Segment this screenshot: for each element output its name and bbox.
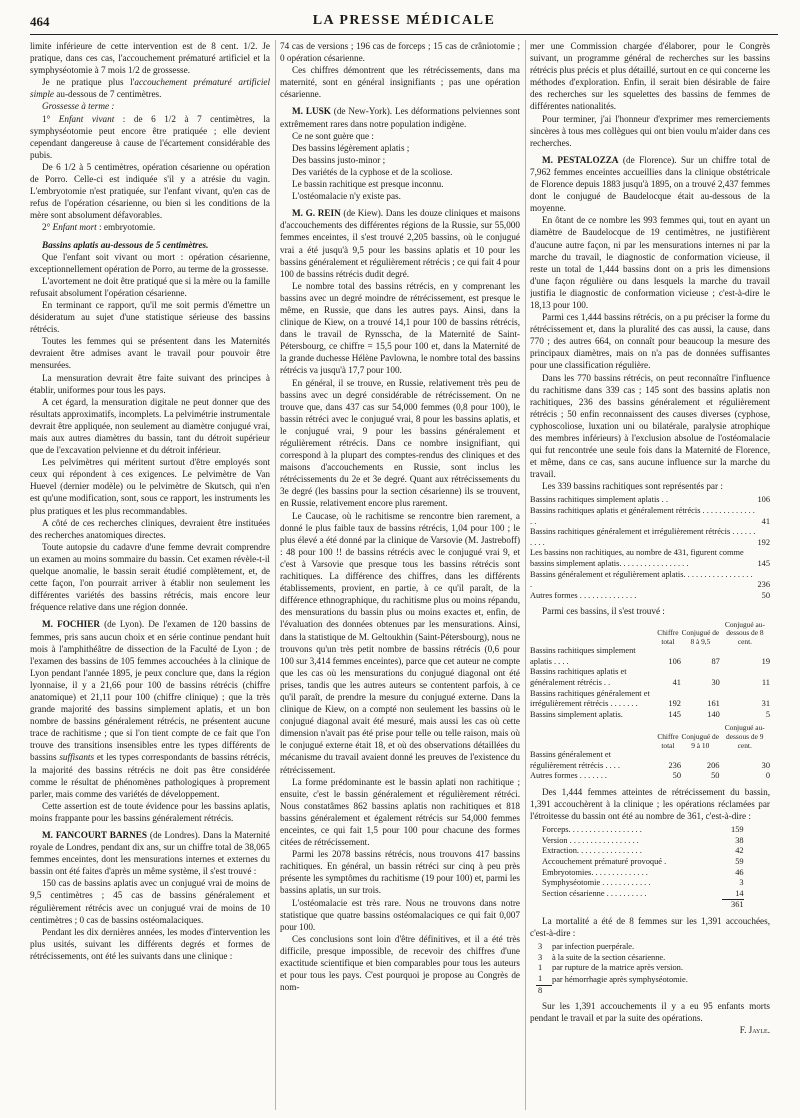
paragraph: Pendant les dix dernières années, les modes d'intervention les plus usités, suivant les différents degrés et formes de rétrécissements, ont été les suivants dans une clinique : [30,926,270,961]
table-row [530,548,770,569]
table-cell-value: 3 [739,878,744,888]
table-cell-value: 159 [731,825,744,835]
table-cell-label: Autres formes . . . . . . . . . . . . . . [530,590,637,600]
paragraph [30,221,270,233]
paragraph: La mortalité a été de 8 femmes sur les 1,391 accouchées, c'est-à-dire : [530,916,770,939]
table-row [536,974,747,985]
column-header: Chiffre total [657,628,679,646]
table-cell-value: 5 [765,709,770,719]
table-row [530,667,770,688]
table-cell-value: 106 [668,656,681,666]
table-cell-value: 42 [735,846,744,856]
table-cell-value: 46 [735,867,744,877]
paragraph: Toutes les femmes qui se présentent dans les Maternités devraient être admises avant le travail pour pouvoir être mensurées. [30,336,270,371]
table-total: 8 [538,985,543,995]
paragraph [30,618,270,799]
table-row [536,963,747,974]
table-row [536,942,747,953]
table-row [530,570,770,591]
paragraph: 74 cas de versions ; 196 cas de forceps ; 15 cas de crâniotomie ; 0 opération césarienne. [280,41,520,64]
paragraph: Ces chiffres démontrent que les rétrécissements, dans ma maternité, sont en général insignifiants ; pas une opération césarienne. [280,65,520,100]
paragraph [30,113,270,161]
author-name: M. G. REIN [292,208,341,219]
paragraph: 150 cas de bassins aplatis avec un conjugué vrai de moins de 9,5 centimètres ; 45 cas de bassins généralement et régulièrement rétrécis avec un conjugué vrai de moins de 10 centimètres ; 0 cas de bassins ostéomalaciques. [30,878,270,925]
list-item: Des bassins légèrement aplatis ; [292,142,410,153]
table-row [542,825,744,836]
table-cell-label: Les bassins non rachitiques, au nombre de 431, figurent comme bassins simplement aplatis. . . . . . . . . . . . . . . . . [530,548,744,569]
list-item: Des bassins justo-minor ; [292,154,386,165]
table-cell-label: Bassins rachitiques généralement et irrégulièrement rétrécis . . . . . . . [530,688,650,709]
table-cell-label: Version . . . . . . . . . . . . . . . . . [542,835,639,845]
paragraph: Ces conclusions sont loin d'être définitives, et il a été très difficile, presque impossible, de recevoir des chiffres d'une exactitude scientifique et bien comparables pour tous les auteurs et pour tous les pays. C'est pourquoi je propose au Congrès de nom- [280,933,520,993]
column-header: Conjugué de 8 à 9,5 [681,628,720,646]
column-header: Chiffre total [657,732,679,750]
text-run: et les types correspondants de bassins rétrécis, la majorité des bassins rétrécis ne doit pas être considérée comme le résultat de phénomènes pathologiques à proprement parler, mais comme des variétés de développement. [30,752,270,799]
column-rule [275,40,276,1110]
paragraph [530,154,770,214]
paragraph: Des 1,444 femmes atteintes de rétrécissement du bassin, 1,391 accouchèrent à la clinique ; les opérations réclamées par l'étroitesse du bassin ont été au nombre de 361, c'est-à-dire : [530,787,770,822]
column-header: Conjugué de 9 à 10 [681,732,720,750]
paragraph: mer une Commission chargée d'élaborer, pour le Congrès suivant, un programme général de recherches sur les bassins rétrécis plus précis et plus détaillé, surtout en ce qui concerne les méthodes d'exploration. Enfin, il serait bien désirable de faire des recherches sur les squelettes des bassins de femmes de différentes nationalités. [530,41,770,112]
paragraph: Pour terminer, j'ai l'honneur d'exprimer mes remerciements sincères à tous mes collègues qui ont bien voulu m'aider dans ces recherches. [530,113,770,148]
table-cell-value: 59 [735,857,744,867]
text-run: (de Lyon). De l'examen de 120 bassins de femmes, pris sans aucun choix et en série continue pendant huit mois à l'amphithéâtre de dissection de la Faculté de Lyon ; de l'examen des bassins de 105 femmes accouchées à la clinique de Lyon pendant l'année 1895, je peux conclure que, dans la région lyonnaise, il y a 21,66 pour 100 de bassins rétrécis (chiffre anatomique) et 21,11 pour 100 (chiffre clinique) ; que la très grande majorité des bassins simplement aplatis, et un bon nombre de bassins généralement rétrécis, ne présentent aucune trace de rachitisme ; que si l'on tient compte de ce fait que l'on trouve des transitions insensibles entre les types différents de bassins [30,619,270,763]
table-cell-label: Section césarienne . . . . . . . . . . [542,889,647,899]
rachitic-pelvis-table [530,495,770,601]
table-cell-label: Bassins rachitiques généralement et irrégulièrement rétrécis . . . . . . . . . . [530,527,756,547]
text-run: 1° [42,113,59,124]
table-cell-value: 236 [668,760,682,770]
table-cell-value: 192 [757,537,770,547]
text-run: (de New-York). Les déformations pelviennes sont extrêmement rares dans notre population indigène. [280,106,520,129]
text-run: Je ne pratique plus l' [42,77,135,88]
mortality-table [536,942,747,996]
paragraph: Sur les 1,391 accouchements il y a eu 95 enfants morts pendant le travail et par la suite des opérations. [530,1001,770,1024]
table-cell-value: 50 [711,771,720,781]
table-cell-value: 236 [757,580,770,590]
list-item: Des variétés de la cyphose et de la scoliose. [292,166,453,177]
paragraph: En général, il se trouve, en Russie, relativement très peu de bassins avec un degré considérable de rétrécissement. On ne trouve que, dans 437 cas sur 54,000 femmes (0,8 pour 100), le bassin rétréci avec le conjugué vrai, 8 pour les bassins aplatis, et le conjugué vrai, 9 pour les bassins généralement et régulièrement rétrécis. Dans ce nombre insignifiant, qui correspond à la plupart des comptes-rendus des cliniques et des maisons d'accouchements en Russie, sont inclus les rétrécissements du 2e et 3e degré. Quant aux rétrécissements du 3e degré (les bassins pour la section césarienne) ils se trouvent, en Russie, relativement encore plus rarement. [280,377,520,509]
paragraph: De 6 1/2 à 5 centimètres, opération césarienne ou opération de Porro. Celle-ci est indiquée s'il y a atrésie du vagin. L'embryotomie n'est pratiquée, sur l'enfant vivant, qu'en cas de refus de l'opération césarienne, ou bien si les conditions de la mère sont absolument défavorables. [30,161,270,221]
journal-title: LA PRESSE MÉDICALE [312,13,496,28]
table-cell-label: à la suite de la section césarienne. [552,952,666,962]
text-column-right [530,40,770,1110]
paragraph [280,105,520,129]
page-number: 464 [30,14,50,29]
table-cell-value: 31 [761,699,770,709]
table-cell-label: par infection puerpérale. [552,942,635,952]
table-cell-value: 50 [672,771,682,781]
table-cell-value: 1 [536,974,552,985]
italic-text: suffisants [59,752,95,763]
paragraph: La forme prédominante est le bassin aplati non rachitique ; ensuite, c'est le bassin généralement et régulièrement rétréci. Nous constatâmes 862 bassins aplatis non rachitiques et 818 bassins généralement et également rétrécis sur 54,000 femmes enceintes, ce qui fait 1,5 pour 100 pour chacune des formes citées de rétrécissement. [280,776,520,848]
table-row [530,750,770,771]
table-cell-value: 41 [672,678,681,688]
text-run: : de 6 1/2 à 7 centimètres, la symphyséotomie peut encore être pratiquée ; elle devient cependant dangereuse à cause de l'écartement considérable des pubis. [30,113,270,160]
table-total-row [542,900,744,911]
text-run: (de Kiew). Dans les douze cliniques et maisons d'accouchements des différentes régions de la Russie, sur 55,000 femmes enceintes, il s'est trouvé 2,205 bassins, où le conjugué vrai a été jusqu'à 9,5 pour les bassins aplatis et 10 pour les bassins généralement et régulièrement rétrécis ; ce qui fait 4 pour 100 de bassins rétrécis dudit degré. [280,208,520,279]
paragraph: La mensuration devrait être faite suivant des principes à établir, uniformes pour tous les pays. [30,372,270,395]
table-cell-label: Bassins généralement et régulièrement rétrécis . . . . [530,750,620,770]
table-cell-value: 30 [711,678,720,688]
table-cell-value: 3 [538,952,543,962]
paragraph: Dans les 770 bassins rétrécis, on peut reconnaître l'influence du rachitisme dans 339 cas ; 145 sont des bassins aplatis non rachitiques, 236 des bassins généralement et régulièrement rétrécis ; 50 enfin reconnaissent des causes diverses (cyphose, cyphoscoliose, luxation uni ou bilatérale, paralysie atrophique des membres inférieurs) à l'exclusion absolue de l'ostéomalacie qui fut rencontrée une seule fois dans la Maternité de Florence, et même, dans ce cas, sans aucune influence sur la marche du travail. [530,372,770,480]
table-cell-value: 19 [761,656,770,666]
table-cell-label: Extraction. . . . . . . . . . . . . . . . [542,846,642,856]
author-name: M. PESTALOZZA [542,154,619,165]
table-cell-value: 206 [706,760,720,770]
table-row [530,710,770,721]
table-row [530,591,770,602]
text-run: au-dessous de 7 centimètres. [54,89,162,100]
table-total: 361 [731,900,744,910]
paragraph: Le nombre total des bassins rétrécis, en y comprenant les bassins avec un degré moindre de rétrécissement, est presque le même, en Russie, que dans les autres pays. Ainsi, dans la clinique de Kiew, on a trouvé 14,1 pour 100 de bassins rétrécis, dans le travail de Rynsscha, de la Maternité de Saint-Pétersbourg, ce chiffre = 15,5 pour 100 et, dans la Maternité de la grande duchesse Hélène Pavlowna, le nombre total des bassins rétrécis va jusqu'à 17,7 pour 100. [280,280,520,376]
table-cell-value: 11 [761,678,770,688]
paragraph [280,207,520,280]
paragraph: A cet égard, la mensuration digitale ne peut donner que des résultats approximatifs, incomplets. La pelvimétrie instrumentale devrait être appliquée, non seulement au diamètre conjugué vrai, mais aux autres diamètres du bassin, tant du détroit supérieur que de l'excavation pelvienne et du détroit inférieur. [30,396,270,456]
section-heading: Bassins aplatis au-dessous de 5 centimètres. [42,239,209,250]
conjugate-table-1 [530,621,770,721]
operations-table [542,825,744,911]
table-cell-label: Embryotomies. . . . . . . . . . . . . . [542,867,648,877]
list-item: L'ostéomalacie n'y existe pas. [292,191,401,202]
table-header-row [530,621,770,647]
table-row [542,857,744,868]
table-cell-label: Forceps. . . . . . . . . . . . . . . . . . [542,825,642,835]
table-cell-value: 50 [761,590,770,600]
author-signature: F. Jayle. [739,1025,770,1036]
table-row [542,878,744,889]
author-name: M. FANCOURT BARNES [42,830,147,840]
table-cell-value: 161 [707,699,720,709]
table-cell-value: 14 [722,889,743,900]
author-name: M. LUSK [292,106,331,117]
paragraph [30,829,270,877]
table-cell-value: 87 [711,656,720,666]
page-header [30,8,778,35]
conjugate-table-2 [530,724,770,782]
text-run: : embryotomie. [96,222,156,233]
table-cell-label: Bassins rachitiques aplatis et généralement rétrécis . . [530,667,627,688]
table-row [530,506,770,527]
table-total-row [536,985,747,996]
paragraph: En terminant ce rapport, qu'il me soit permis d'émettre un désideratum au sujet d'une statistique sérieuse des bassins rétrécis. [30,299,270,335]
subheading: Grossesse à terme : [42,101,115,112]
table-cell-value: 106 [757,495,770,505]
list-item: Le bassin rachitique est presque inconnu. [292,179,444,190]
paragraph [30,76,270,100]
italic-text: accouchement prématuré artificiel simple [30,77,270,100]
table-header-row [530,724,770,750]
paragraph: Les 339 bassins rachitiques sont représentés par : [542,481,723,492]
table-cell-label: Bassins rachitiques aplatis et généralement rétrécis . . . . . . . . . . . . . . . [530,506,755,526]
column-rule [525,40,526,1110]
paragraph: Que l'enfant soit vivant ou mort : opération césarienne, exceptionnellement opération de Porro, au terme de la grossesse. [30,251,270,274]
table-cell-label: Bassins simplement aplatis. [530,709,623,719]
table-row [542,846,744,857]
table-cell-label: par rupture de la matrice après version. [552,963,683,973]
text-run: (de Londres). Dans la Maternité royale de Londres, pendant dix ans, sur un chiffre total de 38,065 femmes enceintes, dont les mensurations internes et externes du bassin ont été faites d'après un même système, il s'est trouvé : [30,830,270,877]
table-row [530,527,770,548]
table-cell-value: 0 [765,771,770,781]
table-row [530,771,770,782]
paragraph: Parmi les 2078 bassins rétrécis, nous trouvons 417 bassins rachitiques. En général, un bassin rétréci sur cinq à peu près présente les symptômes du rachitisme (19 pour 100) et, parmi les bassins aplatis, un sur trois. [280,849,520,896]
table-cell-label: Accouchement prématuré provoqué . [542,857,667,867]
italic-text: Enfant mort [52,222,97,233]
paragraph: Le Caucase, où le rachitisme se rencontre bien rarement, a donné le plus faible taux de bassins rétrécis, 1,04 pour 100 ; le plus élevé a été donné par la clinique de Varsovie (M. Jastreboff) : 48 pour 100 !! de bassins rétrécis avec le conjugué vrai 9, et c'est à Varsovie que presque tous les bassins rétrécis sont rachitiques. La différence des chiffres, dans les différents établissements, provient, en partie, à ce qu'il paraît, de la différence ethnographique, du rachitisme plus ou moins répandu, des mensurations du bassin plus ou moins exactes et, enfin, de l'évaluation des données obtenues par les mensurations. Ainsi, dans la statistique de M. Geltoukhin (Saint-Pétersbourg), nous ne trouvons qu'un très petit nombre de bassins rétrécis (0,6 pour 100 sur 3,414 femmes enceintes), parce que cet auteur ne compte que les cas où les mensurations du conjugué diagonal ont été prises, tandis que les autres auteurs se contentent parfois, à ce qu'il paraît, de prendre la mesure du conjugué externe. Dans la clinique de Kiew, on a compté non seulement les bassins où le conjugué diagonal avait été mesuré, mais aussi les cas où cette dimension n'avait pas été prise pour telle ou telle raison, mais où le conjugué externe était 18, et où des observations détaillées du mécanisme du travail avaient donné les preuves de l'existence du rétrécissement. [280,510,520,775]
text-run: (de Florence). Sur un chiffre total de 7,962 femmes enceintes accueillies dans la clinique obstétricale de Florence depuis 1883 jusqu'à 1895, on a trouvé 2,437 femmes dont le conjugué de Baudelocque était au-dessous de la moyenne. [530,154,770,214]
table-cell-label: Symphyséotomie . . . . . . . . . . . . [542,878,651,888]
column-header: Conjugué au-dessous de 8 cent. [724,619,765,646]
table-cell-value: 145 [668,709,681,719]
table-row [530,495,770,506]
table-cell-label: Bassins généralement et régulièrement aplatis. . . . . . . . . . . . . . . . . . [530,569,753,590]
table-cell-value: 3 [538,942,543,952]
table-cell-value: 38 [735,835,744,845]
table-cell-label: par hémorrhagie après symphyséotomie. [552,974,688,984]
paragraph: L'ostéomalacie est très rare. Nous ne trouvons dans notre statistique que quatre bassins ostéomalaciques ce qui fait 0,007 pour 100. [280,897,520,932]
table-row [536,953,747,964]
paragraph: A côté de ces recherches cliniques, devraient être instituées des recherches anatomiques directes. [30,517,270,540]
column-header: Conjugué au-dessous de 9 cent. [724,723,765,750]
table-cell-value: 192 [668,699,681,709]
paragraph: limite inférieure de cette intervention est de 8 cent. 1/2. Je pratique, dans ces cas, l'accouchement prématuré artificiel et la symphyséotomie à 7 mois 1/2 de grossesse. [30,41,270,76]
table-cell-label: Bassins rachitiques simplement aplatis . . . . [530,646,636,666]
text-column-middle [280,40,520,1110]
table-row [542,889,744,900]
italic-text: Enfant vivant [58,113,115,124]
table-cell-value: 1 [538,963,543,973]
text-run: 2° [42,222,53,233]
paragraph: En ôtant de ce nombre les 993 femmes qui, tout en ayant un diamètre de Baudelocque de 19 centimètres, ne justifièrent d'aucune autre façon, ni par les mensurations internes ni par la marche du travail, le diagnostic de conformation vicieuse, il reste un total de 1,444 bassins dont on a pris les dimensions d'une façon régulière ou dans lesquels la marche du travail justifia le diagnostic de conformation vicieuse ; c'est-à-dire le 18,13 pour 100. [530,215,770,310]
table-cell-value: 41 [761,516,770,526]
paragraph: Ce ne sont guère que : [292,130,374,141]
table-row [542,836,744,847]
table-cell-value: 140 [707,709,720,719]
table-cell-value: 30 [761,760,770,770]
table-row [530,689,770,710]
author-name: M. FOCHIER [42,619,100,630]
paragraph: Parmi ces 1,444 bassins rétrécis, on a pu préciser la forme du rétrécissement et, dans la pluralité des cas aussi, la cause, dans 770 ; des autres 664, on connaît pour beaucoup la mesure des principaux diamètres, mais on n'a pas de données suffisantes pour une classification régulière. [530,312,770,371]
paragraph: Toute autopsie du cadavre d'une femme devrait comprendre un examen au moins sommaire du bassin. Cet examen révèle-t-il quelque anomalie, le bassin serait étudié complètement, et, de cette façon, l'on pourrait arriver à établir non seulement les différentes variétés des bassins rétrécis, mais encore leur fréquence relative dans une région donnée. [30,541,270,613]
table-cell-label: Bassins rachitiques simplement aplatis . . [530,495,668,505]
paragraph: Cette assertion est de toute évidence pour les bassins aplatis, moins frappante pour les bassins généralement rétrécis. [30,800,270,823]
table-cell-label: Autres formes . . . . . . . [530,771,607,781]
paragraph: Parmi ces bassins, il s'est trouvé : [542,606,665,617]
table-row [530,646,770,667]
paragraph: L'avortement ne doit être pratiqué que si la mère ou la famille refusait absolument l'opération césarienne. [30,275,270,298]
text-column-left [30,40,270,1110]
paragraph: Les pelvimètres qui méritent surtout d'être employés sont ceux qui répondent à ces exigences. Le pelvimètre de Van Huevel (dernier modèle) ou le pelvimètre de Skutsch, qui n'en est qu'une modification, sont, sous ce rapport, les instruments les plus pratiques et les plus recommandables. [30,457,270,516]
table-row [542,868,744,879]
table-cell-value: 145 [757,559,770,569]
